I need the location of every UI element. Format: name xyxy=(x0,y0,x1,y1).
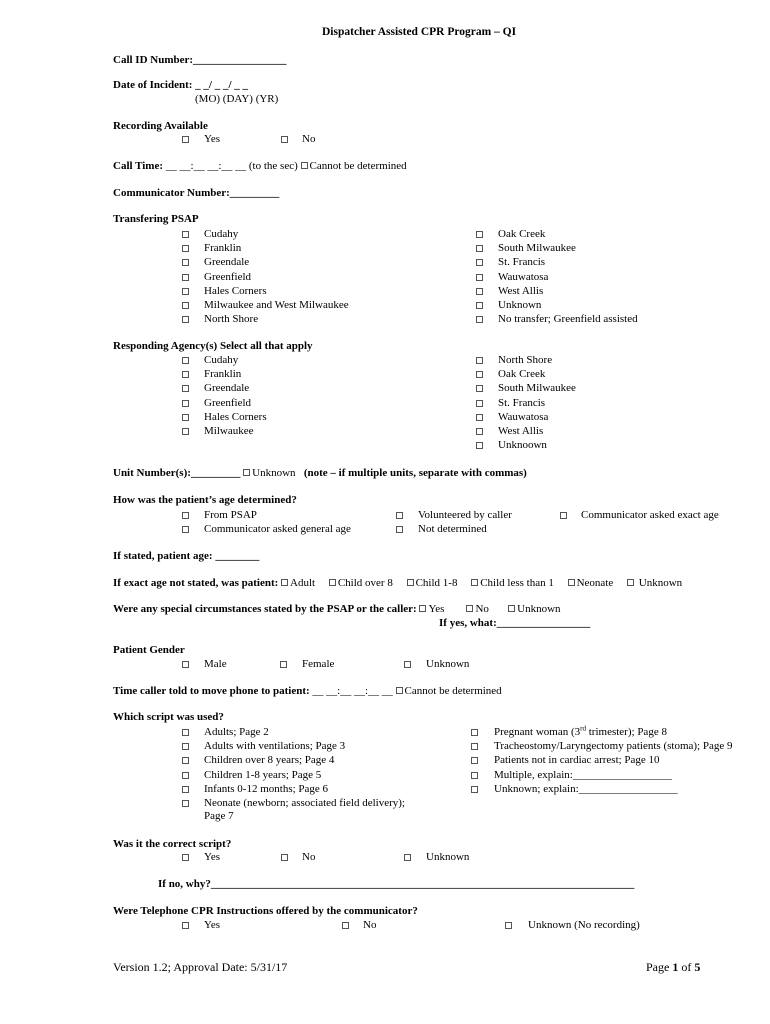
male-label: Male xyxy=(204,658,227,670)
from-psap-label: From PSAP xyxy=(204,509,257,521)
child-over-8-checkbox[interactable] xyxy=(329,579,336,586)
page-prefix: Page xyxy=(646,960,673,974)
special-unknown-label: Unknown xyxy=(517,603,561,615)
responding-agency-option-checkbox[interactable] xyxy=(476,371,483,378)
age-unknown-checkbox[interactable] xyxy=(627,579,634,586)
responding-agency-option-checkbox[interactable] xyxy=(182,428,189,435)
script-option-label: Adults; Page 2 xyxy=(204,726,269,738)
transfering-psap-option-label: West Allis xyxy=(498,284,544,297)
pregnant-script-rest: trimester); Page 8 xyxy=(586,726,667,738)
correct-yes-label: Yes xyxy=(204,851,221,863)
transfering-psap-option-checkbox[interactable] xyxy=(476,245,483,252)
call-id-field[interactable]: Call ID Number:_________________ xyxy=(113,54,287,66)
transfering-psap-option-checkbox[interactable] xyxy=(182,316,189,323)
asked-exact-age-checkbox[interactable] xyxy=(560,512,567,519)
script-used-label: Which script was used? xyxy=(113,711,224,723)
unit-note: (note – if multiple units, separate with commas) xyxy=(303,467,527,479)
asked-general-age-checkbox[interactable] xyxy=(182,526,189,533)
responding-agency-option-label: Greendale xyxy=(204,382,250,395)
recording-no-checkbox[interactable] xyxy=(281,136,288,143)
pregnant-script-text: Pregnant woman (3 xyxy=(494,726,581,738)
gender-unknown-label: Unknown xyxy=(426,658,470,670)
script-option-checkbox[interactable] xyxy=(471,772,478,779)
responding-agency-option-label: Greenfield xyxy=(204,396,252,409)
script-option-checkbox[interactable] xyxy=(471,786,478,793)
transfering-psap-option-label: No transfer; Greenfield assisted xyxy=(498,313,638,326)
responding-agency-option-label: North Shore xyxy=(498,354,553,366)
child-1-8-checkbox[interactable] xyxy=(407,579,414,586)
responding-agency-option-label: West Allis xyxy=(498,425,544,437)
responding-agency-option-checkbox[interactable] xyxy=(182,371,189,378)
script-option-checkbox[interactable] xyxy=(182,729,189,736)
responding-agency-option-label: Cudahy xyxy=(204,354,239,366)
age-determined-label: How was the patient’s age determined? xyxy=(113,494,297,506)
script-option-label: Tracheostomy/Laryngectomy patients (stoma); Page 9 xyxy=(494,740,733,753)
stated-age-field[interactable]: If stated, patient age: ________ xyxy=(113,550,260,562)
transfering-psap-option-label: Cudahy xyxy=(204,228,239,240)
page-of: of xyxy=(678,960,695,974)
volunteered-label: Volunteered by caller xyxy=(418,509,512,521)
age-category-row xyxy=(113,576,682,590)
script-option-label: Patients not in cardiac arrest; Page 10 xyxy=(494,754,660,767)
responding-agency-option-checkbox[interactable] xyxy=(182,414,189,421)
transfering-psap-option-checkbox[interactable] xyxy=(182,274,189,281)
transfering-psap-option-label: Greenfield xyxy=(204,270,252,283)
transfering-psap-option-label: Greendale xyxy=(204,256,250,269)
patient-gender-label: Patient Gender xyxy=(113,644,185,656)
female-label: Female xyxy=(302,658,335,670)
responding-agency-option-label: St. Francis xyxy=(498,396,546,409)
call-time-cannot-label: Cannot be determined xyxy=(309,160,407,172)
recording-yes-label: Yes xyxy=(204,133,221,145)
script-option-label: Adults with ventilations; Page 3 xyxy=(204,740,346,753)
age-category-label: If exact age not stated, was patient: xyxy=(113,577,279,589)
child-over-8-label: Child over 8 xyxy=(337,577,393,589)
special-no-label: No xyxy=(475,603,489,615)
responding-agency-option-label: Oak Creek xyxy=(498,368,546,381)
correct-no-label: No xyxy=(302,851,316,863)
pregnant-script-label xyxy=(494,725,667,739)
transfering-psap-option-label: South Milwaukee xyxy=(498,242,576,255)
transfering-psap-option-checkbox[interactable] xyxy=(182,245,189,252)
pregnant-script-checkbox[interactable] xyxy=(471,729,478,736)
script-option-checkbox[interactable] xyxy=(182,786,189,793)
script-option-checkbox[interactable] xyxy=(182,800,189,807)
transfering-psap-label: Transfering PSAP xyxy=(113,213,199,225)
special-no-checkbox[interactable] xyxy=(466,605,473,612)
responding-agency-option-label: Unknoown xyxy=(498,439,547,452)
tcpr-yes-checkbox[interactable] xyxy=(182,922,189,929)
responding-agency-option-checkbox[interactable] xyxy=(182,357,189,364)
script-option-label: Children 1-8 years; Page 5 xyxy=(204,768,322,781)
female-checkbox[interactable] xyxy=(280,661,287,668)
move-phone-cannot-checkbox[interactable] xyxy=(396,687,403,694)
transfering-psap-option-checkbox[interactable] xyxy=(182,259,189,266)
script-option-label: Neonate (newborn; associated field delivery); xyxy=(204,797,405,809)
transfering-psap-option-checkbox[interactable] xyxy=(476,288,483,295)
move-phone-row xyxy=(113,684,502,698)
call-time-field[interactable]: __ __:__ __:__ __ (to the sec) xyxy=(163,160,298,172)
script-option-label: Infants 0-12 months; Page 6 xyxy=(204,782,329,795)
unit-number-field[interactable]: Unit Number(s):_________ xyxy=(113,467,241,479)
responding-agency-option-checkbox[interactable] xyxy=(476,414,483,421)
special-circumstances-row xyxy=(113,602,561,616)
transfering-psap-option-checkbox[interactable] xyxy=(476,274,483,281)
transfering-psap-option-label: Unknown xyxy=(498,299,542,311)
tcpr-unknown-checkbox[interactable] xyxy=(505,922,512,929)
from-psap-checkbox[interactable] xyxy=(182,512,189,519)
tcpr-unknown-label: Unknown (No recording) xyxy=(528,919,640,931)
script-option-checkbox[interactable] xyxy=(182,772,189,779)
page-total: 5 xyxy=(694,960,701,974)
script-option-label: Multiple, explain:__________________ xyxy=(494,768,672,781)
transfering-psap-option-label: Franklin xyxy=(204,242,242,255)
special-circumstances-label: Were any special circumstances stated by the PSAP or the caller: xyxy=(113,603,417,615)
footer-page-number xyxy=(646,960,700,974)
if-no-why-field[interactable]: If no, why?_____________________________________________________________________________ xyxy=(158,878,635,890)
recording-no-label: No xyxy=(302,133,316,145)
special-yes-checkbox[interactable] xyxy=(419,605,426,612)
transfering-psap-option-label: Wauwatosa xyxy=(498,270,549,283)
recording-available-label: Recording Available xyxy=(113,120,208,132)
call-time-label: Call Time: xyxy=(113,160,164,172)
responding-agency-option-checkbox[interactable] xyxy=(476,357,483,364)
date-format-hint: (MO) (DAY) (YR) xyxy=(195,93,279,105)
script-option-checkbox[interactable] xyxy=(182,757,189,764)
correct-script-label: Was it the correct script? xyxy=(113,838,232,850)
not-determined-checkbox[interactable] xyxy=(396,526,403,533)
script-option-label: Unknown; explain:__________________ xyxy=(494,782,678,795)
correct-yes-checkbox[interactable] xyxy=(182,854,189,861)
correct-no-checkbox[interactable] xyxy=(281,854,288,861)
transfering-psap-option-checkbox[interactable] xyxy=(182,288,189,295)
child-1-8-label: Child 1-8 xyxy=(415,577,458,589)
transfering-psap-option-label: Hales Corners xyxy=(204,284,267,297)
recording-yes-checkbox[interactable] xyxy=(182,136,189,143)
volunteered-checkbox[interactable] xyxy=(396,512,403,519)
transfering-psap-option-label: Oak Creek xyxy=(498,228,546,240)
responding-agency-label: Responding Agency(s) Select all that apply xyxy=(113,340,313,352)
script-option-checkbox[interactable] xyxy=(182,743,189,750)
script-option-checkbox[interactable] xyxy=(471,757,478,764)
special-if-yes-field[interactable]: If yes, what:_________________ xyxy=(439,617,591,629)
correct-unknown-checkbox[interactable] xyxy=(404,854,411,861)
unit-unknown-checkbox[interactable] xyxy=(243,469,250,476)
transfering-psap-option-checkbox[interactable] xyxy=(182,231,189,238)
responding-agency-option-checkbox[interactable] xyxy=(476,400,483,407)
responding-agency-option-checkbox[interactable] xyxy=(476,442,483,449)
move-phone-field[interactable]: __ __:__ __:__ __ xyxy=(309,685,396,697)
responding-agency-option-checkbox[interactable] xyxy=(182,385,189,392)
footer-version: Version 1.2; Approval Date: 5/31/17 xyxy=(113,960,288,974)
transfering-psap-option-label: North Shore xyxy=(204,313,259,326)
responding-agency-option-checkbox[interactable] xyxy=(476,385,483,392)
communicator-number-field[interactable]: Communicator Number:_________ xyxy=(113,187,280,199)
neonate-script-page: Page 7 xyxy=(204,810,234,822)
transfering-psap-option-label: Milwaukee and West Milwaukee xyxy=(204,299,349,311)
call-time-row xyxy=(113,159,407,173)
date-of-incident-field[interactable]: Date of Incident: _ _/ _ _/ _ _ xyxy=(113,79,249,91)
responding-agency-option-label: South Milwaukee xyxy=(498,382,576,395)
responding-agency-option-label: Milwaukee xyxy=(204,425,254,437)
responding-agency-option-label: Franklin xyxy=(204,368,242,381)
page-current: 1 xyxy=(672,960,679,974)
gender-unknown-checkbox[interactable] xyxy=(404,661,411,668)
responding-agency-option-checkbox[interactable] xyxy=(476,428,483,435)
unit-number-row xyxy=(113,466,527,480)
adult-label: Adult xyxy=(290,577,316,589)
responding-agency-option-label: Wauwatosa xyxy=(498,410,549,423)
document-title: Dispatcher Assisted CPR Program – QI xyxy=(322,26,517,38)
male-checkbox[interactable] xyxy=(182,661,189,668)
child-less-than-1-label: Child less than 1 xyxy=(480,577,554,589)
unit-unknown-label: Unknown xyxy=(252,467,296,479)
script-option-checkbox[interactable] xyxy=(471,743,478,750)
pregnant-script-sup: rd xyxy=(580,724,586,733)
asked-general-age-label: Communicator asked general age xyxy=(204,523,351,535)
tcpr-yes-label: Yes xyxy=(204,919,221,931)
responding-agency-option-checkbox[interactable] xyxy=(182,400,189,407)
not-determined-label: Not determined xyxy=(418,523,487,535)
responding-agency-option-label: Hales Corners xyxy=(204,410,267,423)
neonate-label: Neonate xyxy=(576,577,614,589)
script-option-label: Children over 8 years; Page 4 xyxy=(204,754,335,767)
transfering-psap-option-checkbox[interactable] xyxy=(476,259,483,266)
tcpr-no-checkbox[interactable] xyxy=(342,922,349,929)
correct-unknown-label: Unknown xyxy=(426,851,470,863)
tcpr-no-label: No xyxy=(363,919,377,931)
transfering-psap-option-checkbox[interactable] xyxy=(476,302,483,309)
transfering-psap-option-checkbox[interactable] xyxy=(476,231,483,238)
special-yes-label: Yes xyxy=(428,603,445,615)
transfering-psap-option-checkbox[interactable] xyxy=(182,302,189,309)
adult-checkbox[interactable] xyxy=(281,579,288,586)
transfering-psap-option-label: St. Francis xyxy=(498,256,546,269)
tcpr-offered-label: Were Telephone CPR Instructions offered by the communicator? xyxy=(113,905,418,917)
call-time-cannot-checkbox[interactable] xyxy=(301,162,308,169)
neonate-checkbox[interactable] xyxy=(568,579,575,586)
move-phone-cannot-label: Cannot be determined xyxy=(404,685,502,697)
transfering-psap-option-checkbox[interactable] xyxy=(476,316,483,323)
age-unknown-label: Unknown xyxy=(636,577,683,589)
child-less-than-1-checkbox[interactable] xyxy=(471,579,478,586)
move-phone-label: Time caller told to move phone to patient: xyxy=(113,685,310,697)
asked-exact-age-label: Communicator asked exact age xyxy=(581,509,719,521)
special-unknown-checkbox[interactable] xyxy=(508,605,515,612)
